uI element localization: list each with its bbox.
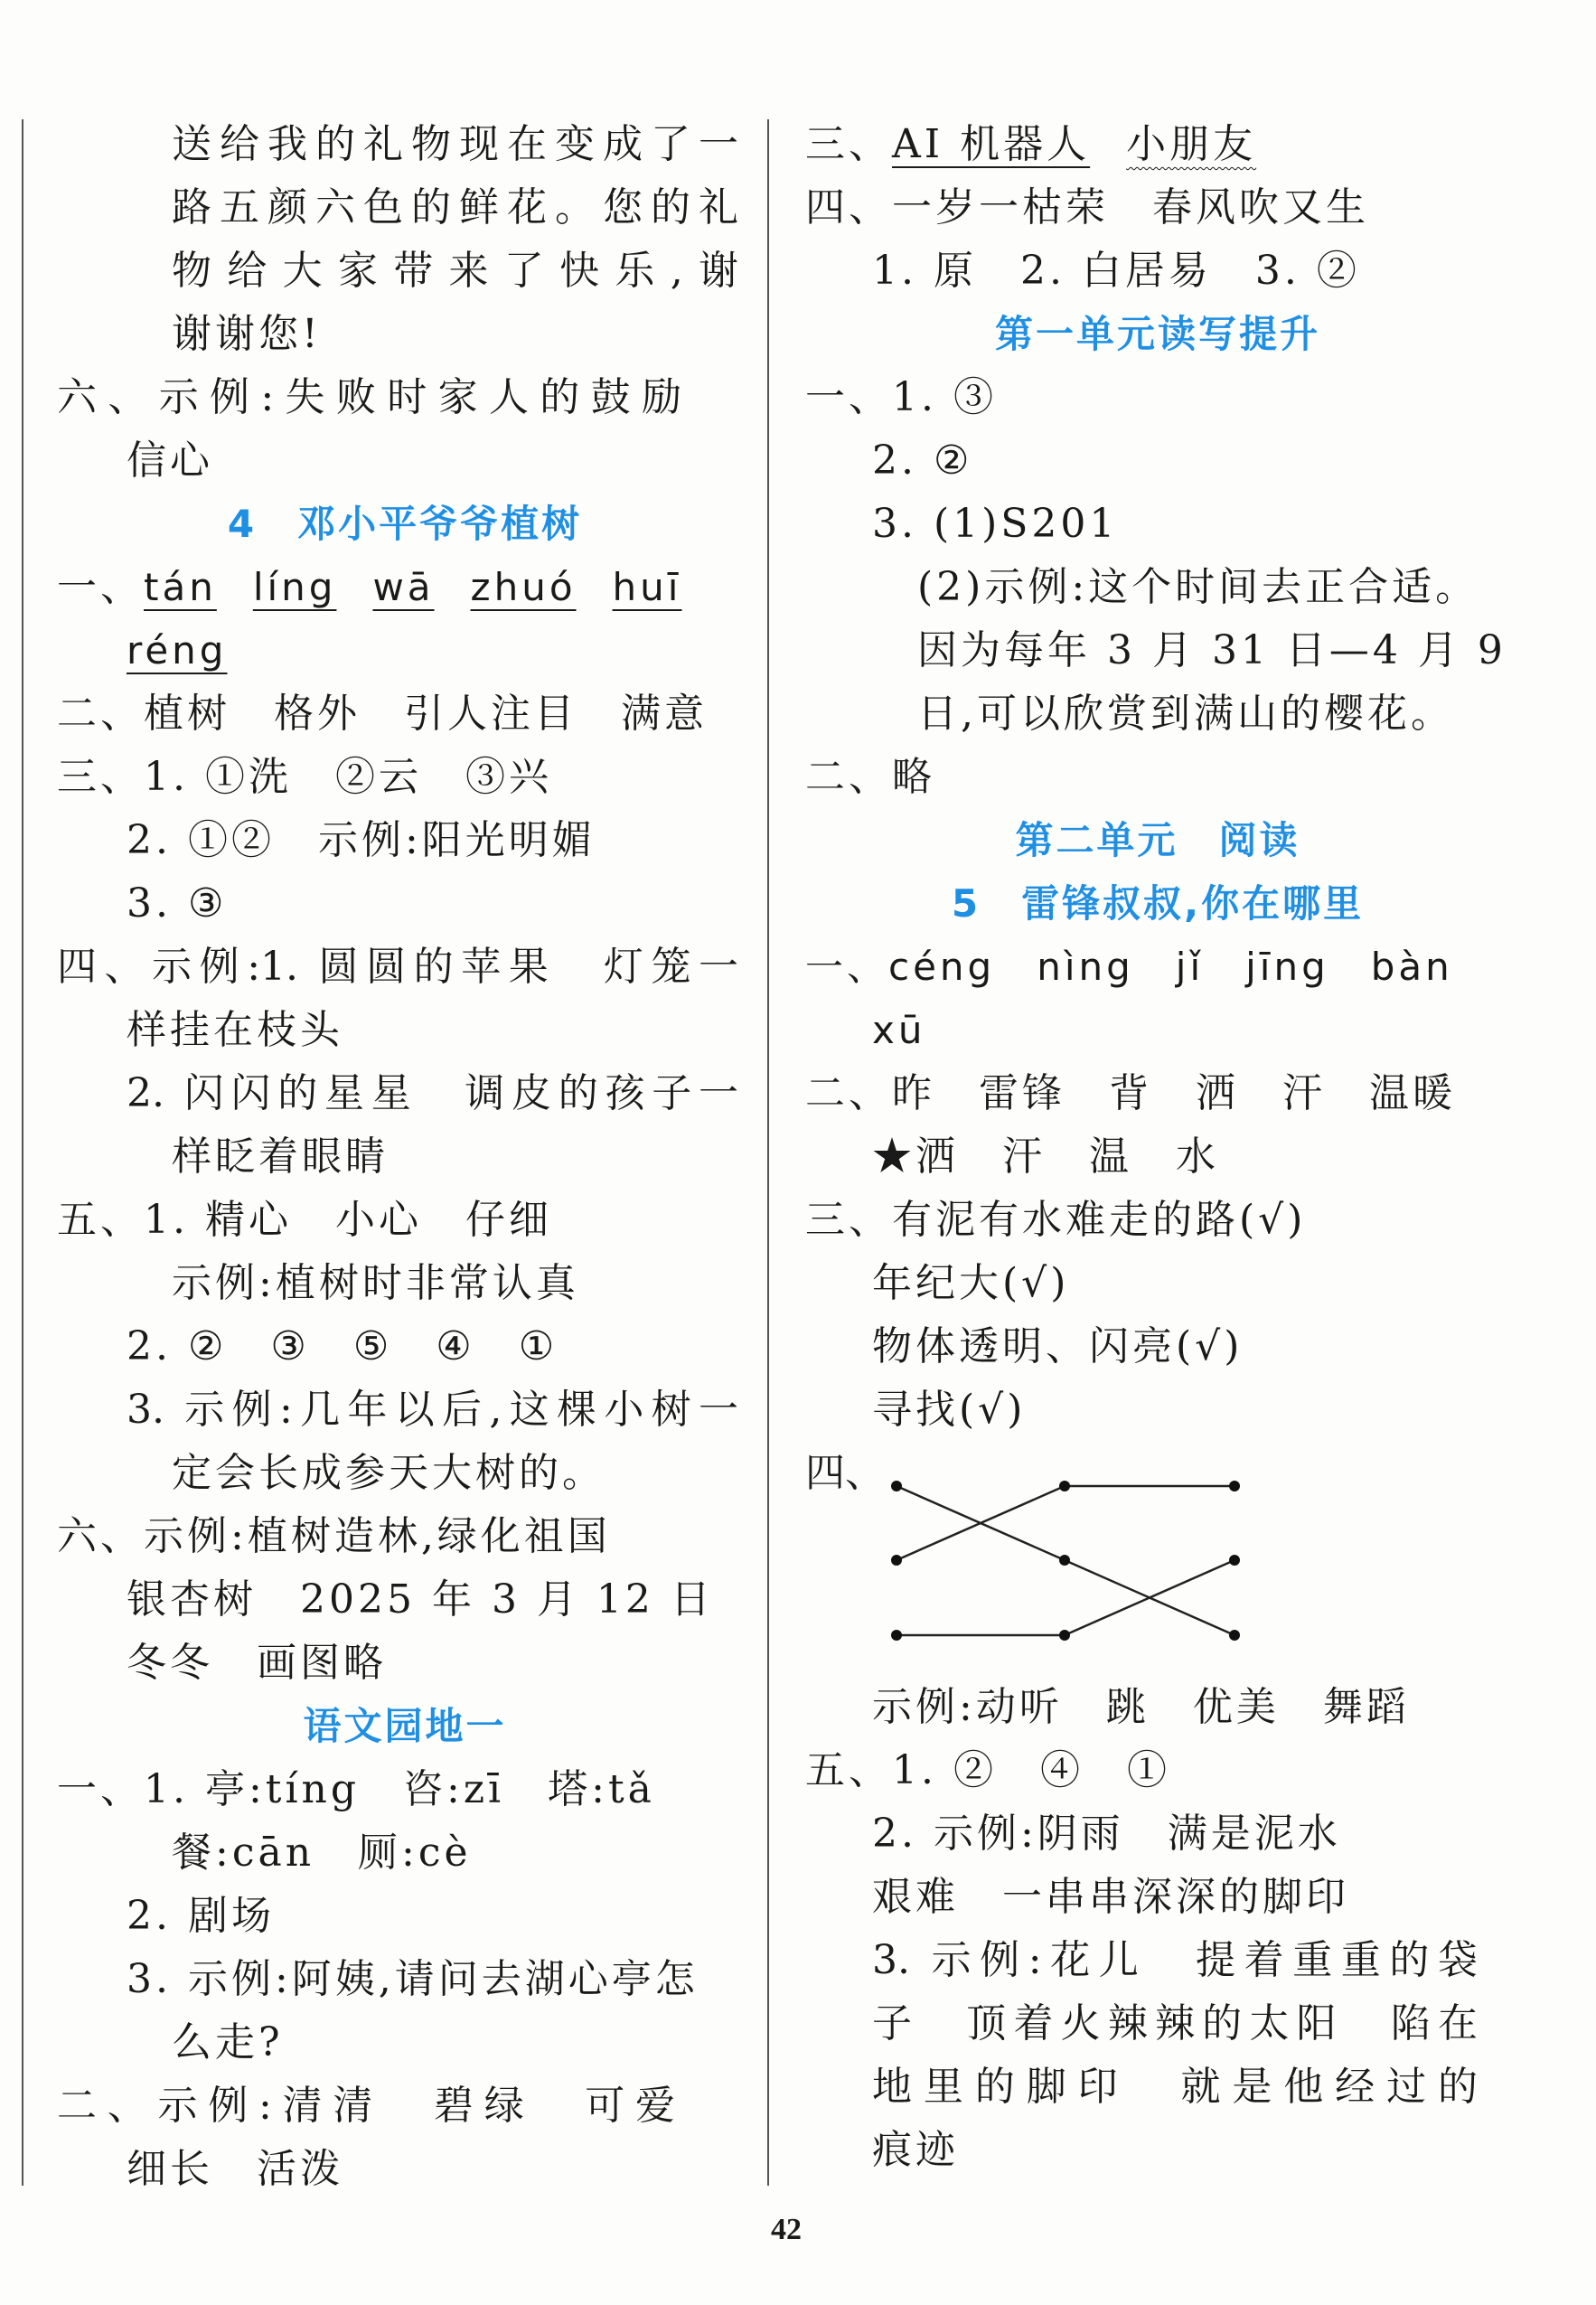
section-heading: 第二单元 阅读 <box>1015 818 1300 862</box>
answer-line: 冬冬 画图略 <box>127 1640 387 1686</box>
answer-line: 物体透明、闪亮(√) <box>872 1323 1244 1369</box>
text: 地里的脚印 就是他经过的 <box>872 2064 1478 2110</box>
section-heading: 第一单元读写提升 <box>994 312 1320 356</box>
answer-line: 二、略 <box>805 754 935 800</box>
pinyin: zhuó <box>470 565 577 609</box>
answer-line: ★洒 汗 温 水 <box>872 1134 1219 1180</box>
dot <box>1059 1555 1070 1566</box>
answer-line <box>57 2074 753 2138</box>
answer-line <box>805 2056 1510 2119</box>
text: 二、示例:清清 碧绿 可爱 <box>57 2083 675 2129</box>
answer-line: 2. 剧场 <box>127 1893 275 1939</box>
answer-line: 年纪大(√) <box>872 1260 1070 1306</box>
pinyin: tán <box>144 565 217 609</box>
answer-line <box>57 366 753 429</box>
answer-line <box>805 1929 1510 1992</box>
answer-line: 二、植树 格外 引人注目 满意 <box>57 691 708 737</box>
section-heading: 语文园地一 <box>303 1704 507 1748</box>
dot <box>1229 1481 1240 1491</box>
answer-line: 2. ② <box>872 437 973 484</box>
answer-line: 样眨着眼睛 <box>172 1134 389 1180</box>
dot <box>1229 1630 1240 1641</box>
text: 3. 示例:几年以后,这棵小树一 <box>127 1387 738 1433</box>
pinyin: wā <box>372 565 435 609</box>
answer-line: 六、示例:植树造林,绿化祖国 <box>57 1513 611 1559</box>
answer-line: 四、一岁一枯荣 春风吹又生 <box>805 184 1369 230</box>
dot <box>1059 1481 1070 1491</box>
answer-line: 示例:植树时非常认真 <box>172 1260 579 1306</box>
dot <box>891 1630 902 1641</box>
pinyin: huī <box>612 565 682 609</box>
text: 一、 <box>57 564 144 610</box>
answer-line: 三、有泥有水难走的路(√) <box>805 1197 1307 1243</box>
answer-line: 艰难 一串串深深的脚印 <box>872 1874 1349 1920</box>
answer-line: 示例:动听 跳 优美 舞蹈 <box>872 1684 1410 1730</box>
text: 2. 闪闪的星星 调皮的孩子一 <box>127 1070 738 1116</box>
pinyin: réng <box>127 628 228 673</box>
answer-line: 谢谢您! <box>172 311 322 357</box>
text: 路五颜六色的鲜花。您的礼 <box>172 184 738 230</box>
lesson-heading: 5 雷锋叔叔,你在哪里 <box>951 881 1365 926</box>
question-label: 四、 <box>805 1450 885 1496</box>
answer-line: 一、céng nìng jǐ jīng bàn <box>805 945 1453 989</box>
answer-line: 银杏树 2025 年 3 月 12 日 <box>127 1576 714 1623</box>
answer-line: 样挂在枝头 <box>127 1007 343 1053</box>
answer-line: 1. 原 2. 白居易 3. ② <box>872 248 1360 294</box>
answer-line: 餐:cān 厕:cè <box>172 1830 472 1876</box>
answer-line <box>57 1378 753 1442</box>
underlined-answer: AI 机器人 <box>892 121 1091 167</box>
matching-diagram <box>805 1442 1510 1676</box>
answer-line: 细长 活泼 <box>127 2146 343 2192</box>
dot <box>891 1555 902 1566</box>
wavy-underlined-answer: 小朋友 <box>1126 121 1257 167</box>
answer-line <box>57 619 753 682</box>
dot <box>891 1481 902 1491</box>
answer-line <box>57 1062 753 1125</box>
answer-line: 寻找(√) <box>872 1387 1027 1433</box>
column-divider <box>767 119 769 2186</box>
answer-line: 三、1. ①洗 ②云 ③兴 <box>57 754 552 800</box>
answer-line <box>805 113 1510 176</box>
matching-lines <box>805 1442 1275 1676</box>
answer-line: 痕迹 <box>872 2127 959 2173</box>
answer-line: 2. ② ③ ⑤ ④ ① <box>127 1323 559 1369</box>
answer-line <box>57 113 753 176</box>
answer-line <box>57 240 753 303</box>
answer-line: (2)示例:这个时间去正合适。 <box>917 564 1479 610</box>
text: 四、示例:1. 圆圆的苹果 灯笼一 <box>57 944 738 990</box>
answer-line: 五、1. 精心 小心 仔细 <box>57 1197 552 1243</box>
answer-line: 2. ①② 示例:阳光明媚 <box>127 817 596 863</box>
left-column <box>57 113 753 2201</box>
answer-line <box>57 556 753 619</box>
answer-line <box>805 1992 1510 2056</box>
text: 三、 <box>805 121 892 167</box>
answer-line: 2. 示例:阴雨 满是泥水 <box>872 1811 1341 1857</box>
answer-line: 3. ③ <box>127 880 228 927</box>
left-border-line <box>22 119 23 2186</box>
right-column <box>805 113 1510 2182</box>
answer-line <box>57 176 753 240</box>
answer-line: 因为每年 3 月 31 日—4 月 9 <box>917 627 1507 673</box>
answer-line <box>57 936 753 999</box>
text: 六、示例:失败时家人的鼓励 <box>57 374 681 420</box>
answer-line: 一、1. ③ <box>805 374 997 420</box>
answer-line: 一、1. 亭:tíng 咨:zī 塔:tǎ <box>57 1766 655 1812</box>
section-heading: 4 邓小平爷爷植树 <box>227 502 583 546</box>
text: 子 顶着火辣辣的太阳 陷在 <box>872 2000 1478 2046</box>
answer-line: 么走? <box>172 2019 284 2065</box>
answer-line: 二、昨 雷锋 背 洒 汗 温暖 <box>805 1070 1456 1116</box>
answer-line: 五、1. ② ④ ① <box>805 1747 1170 1793</box>
page-number: 42 <box>771 2213 802 2246</box>
text: 物给大家带来了快乐,谢 <box>172 248 738 294</box>
answer-line: 定会长成参天大树的。 <box>172 1450 606 1496</box>
text: 送给我的礼物现在变成了一 <box>172 121 738 167</box>
answer-line: 信心 <box>127 437 213 484</box>
answer-line: xū <box>872 1008 926 1052</box>
pinyin: líng <box>252 565 337 609</box>
answer-line: 日,可以欣赏到满山的樱花。 <box>917 691 1454 737</box>
text: 3. 示例:花儿 提着重重的袋 <box>872 1937 1478 1983</box>
answer-line: 3. 示例:阿姨,请问去湖心亭怎 <box>127 1956 699 2002</box>
dot <box>1229 1555 1240 1566</box>
answer-line: 3. (1)S201 <box>872 501 1119 547</box>
dot <box>1059 1630 1070 1641</box>
